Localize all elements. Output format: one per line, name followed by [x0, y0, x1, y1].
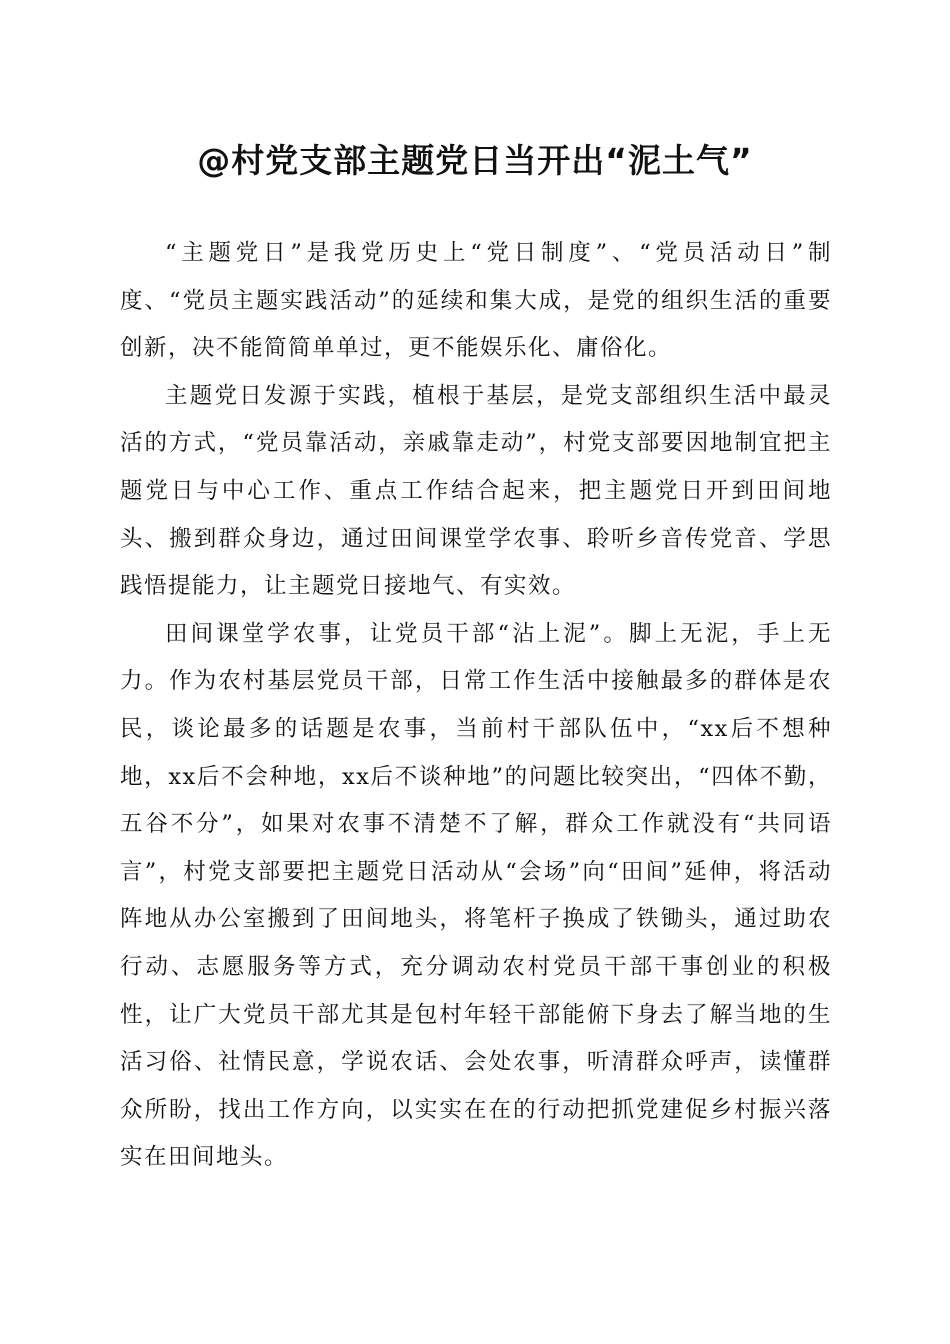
paragraph-1: “主题党日”是我党历史上“党日制度”、“党员活动日”制度、“党员主题实践活动”的延续和集大成，是党的组织生活的重要创新，决不能简简单单过，更不能娱乐化、庸俗化。	[120, 240, 832, 362]
document-body	[120, 230, 832, 1182]
paragraph-2: 主题党日发源于实践，植根于基层，是党支部组织生活中最灵活的方式，“党员靠活动，亲戚靠走动”，村党支部要因地制宜把主题党日与中心工作、重点工作结合起来，把主题党日开到田间地头、搬到群众身边，通过田间课堂学农事、聆听乡音传党音、学思践悟提能力，让主题党日接地气、有实效。	[120, 382, 832, 600]
paragraph-3: 田间课堂学农事，让党员干部“沾上泥”。脚上无泥，手上无力。作为农村基层党员干部，日常工作生活中接触最多的群体是农民，谈论最多的话题是农事，当前村干部队伍中，“xx后不想种地，xx后不会种地，xx后不谈种地”的问题比较突出，“四体不勤，五谷不分”，如果对农事不清楚不了解，群众工作就没有“共同语言”，村党支部要把主题党日活动从“会场”向“田间”延伸，将活动阵地从办公室搬到了田间地头，将笔杆子换成了铁锄头，通过助农行动、志愿服务等方式，充分调动农村党员干部干事创业的积极性，让广大党员干部尤其是包村年轻干部能俯下身去了解当地的生活习俗、社情民意，学说农话、会处农事，听清群众呼声，读懂群众所盼，找出工作方向，以实实在在的行动把抓党建促乡村振兴落实在田间地头。	[120, 620, 832, 1171]
document-title: @村党支部主题党日当开出“泥土气”	[197, 141, 753, 180]
